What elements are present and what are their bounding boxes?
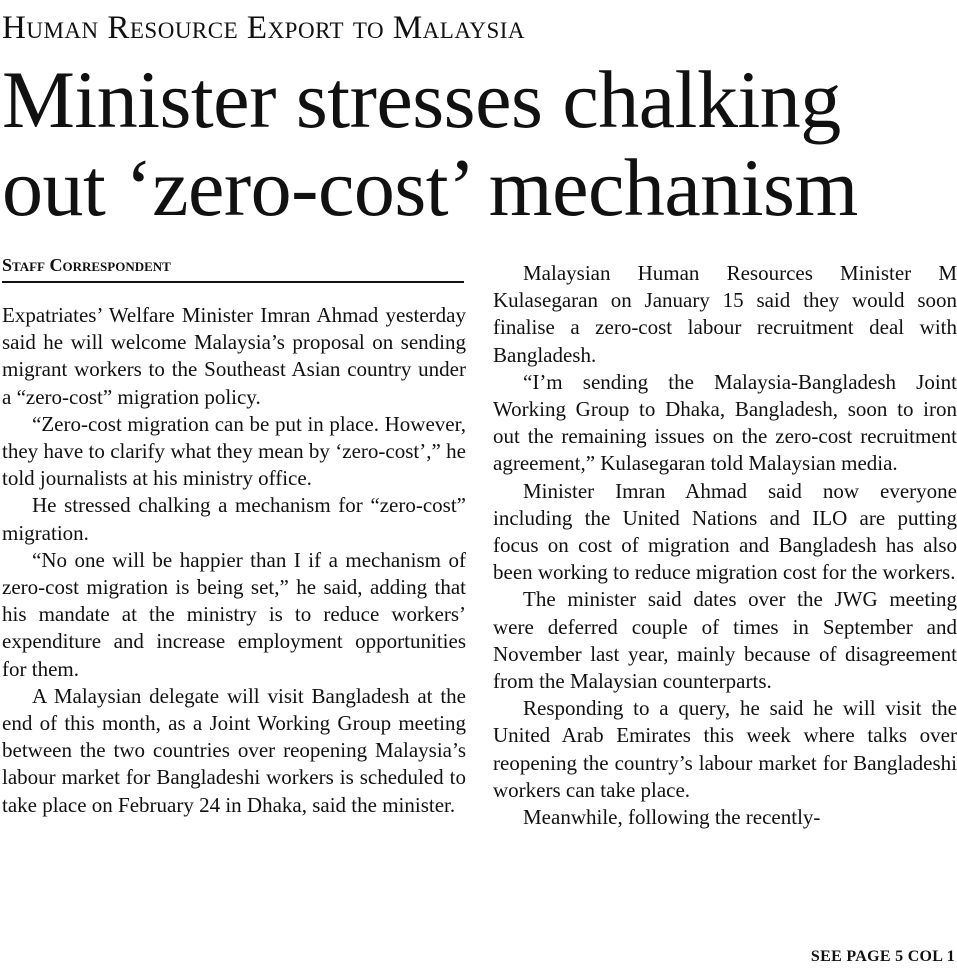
body-column-right [493, 260, 957, 831]
paragraph: Expatriates’ Welfare Minister Imran Ahmad yesterday said he will welcome Malaysia’s proposal on sending migrant workers to the Southeast Asian country under a “zero-cost” migration policy. [2, 303, 466, 409]
section-kicker: Human Resource Export to Malaysia [2, 10, 526, 46]
paragraph: “Zero-cost migration can be put in place. However, they have to clarify what they mean by ‘zero-cost’,” he told journalists at his ministry office. [2, 411, 466, 491]
byline: Staff Correspondent [2, 253, 464, 283]
paragraph: “I’m sending the Malaysia-Bangladesh Joint Working Group to Dhaka, Bangladesh, soon to iron out the remaining issues on the zero-cost recruitment agreement,” Kulasegaran told Malaysian media. [493, 369, 957, 476]
continuation-jump-line: SEE PAGE 5 COL 1 [810, 948, 955, 965]
paragraph: “No one will be happier than I if a mechanism of zero-cost migration is being set,” he said, adding that his mandate at the ministry is to reduce workers’ expenditure and increase employment opportunities for them. [2, 547, 466, 681]
paragraph: Malaysian Human Resources Minister M Kulasegaran on January 15 said they would soon finalise a zero-cost labour recruitment deal with Bangladesh. [493, 261, 957, 367]
paragraph: Responding to a query, he said he will visit the United Arab Emirates this week where talks over reopening the country’s labour market for Bangladeshi workers can take place. [493, 696, 957, 802]
headline: Minister stresses chalking out ‘zero-cost’ mechanism [2, 54, 858, 233]
body-column-left [2, 302, 466, 819]
paragraph: He stressed chalking a mechanism for “zero-cost” migration. [2, 493, 466, 545]
paragraph: Meanwhile, following the recently- [523, 805, 821, 830]
paragraph: Minister Imran Ahmad said now everyone including the United Nations and ILO are putting focus on cost of migration and Bangladesh has also been working to reduce migration cost for the workers. [493, 478, 957, 585]
paragraph: A Malaysian delegate will visit Bangladesh at the end of this month, as a Joint Working Group meeting between the two countries over reopening Malaysia’s labour market for Bangladeshi workers is scheduled to take place on February 24 in Dhaka, said the minister. [2, 683, 466, 817]
paragraph: The minister said dates over the JWG meeting were deferred couple of times in September and November last year, mainly because of disagreement from the Malaysian counterparts. [493, 587, 957, 694]
